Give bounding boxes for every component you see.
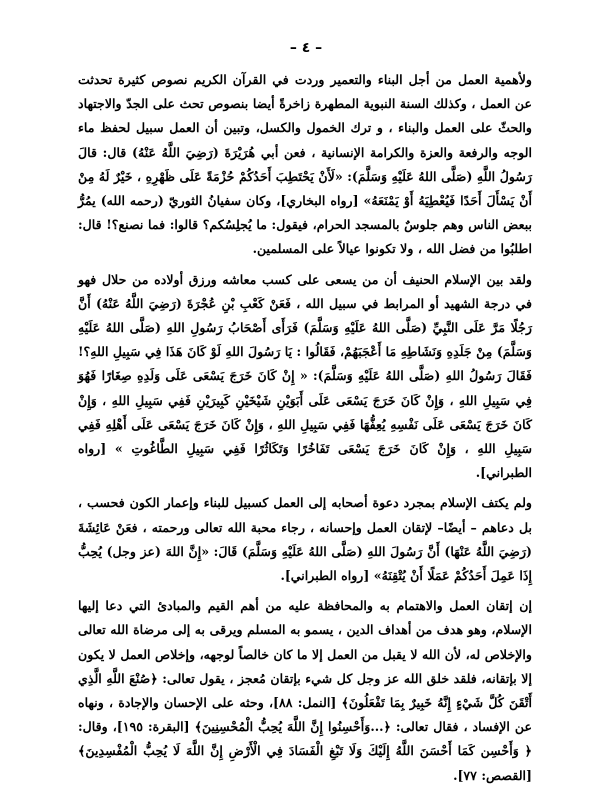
paragraph-perfecting-work: ولم يكتف الإسلام بمجرد دعوة أصحابه إلى العمل كسبيل للبناء وإعمار الكون فحسب ، بل دعاهم – أيضًا– لإتقان العمل وإحسانه ، رجاء محبة الله تعالى ورحمته ، فعَنْ عَائِشَةَ (رَضِيَ اللَّهُ عَنْهَا) أَنَّ رَسُولَ اللهِ (صَلَّى اللهُ عَلَيْهِ وَسَلَّمَ) قَالَ: «إِنَّ اللهَ (عز وجل) يُحِبُّ إِذَا عَمِلَ أَحَدُكُمْ عَمَلًا أَنْ يُتْقِنَهُ» [رواه الطبراني]. xyxy=(78,495,532,584)
paragraph-itqan-values: إن إتقان العمل والاهتمام به والمحافظة عليه من أهم القيم والمبادئ التي دعا إليها الإسلام، وهو هدف من أهداف الدين ، يسمو به المسلم ويرقى به إلى مرضاة الله تعالى والإخلاص له، لأن الله لا يقبل من العمل إلا ما كان خالصاً لوجهه، وإخلاص العمل لا يكون إلا بإتقانه، فلقد خلق الله عز وجل كل شيء بإتقان مُعجز ، يقول تعالى: ﴿صُنْعَ اللَّهِ الَّذِي أَتْقَنَ كُلَّ شَيْءٍ إِنَّهُ خَبِيرٌ بِمَا تَفْعَلُونَ﴾ [النمل: ٨٨]، وحثه على الإحسان والإجادة ، ونهاه عن الإفساد ، فقال تعالى: ﴿...وَأَحْسِنُوا إِنَّ اللَّهَ يُحِبُّ الْمُحْسِنِينَ﴾ [البقرة: ١٩٥]، وقال: ﴿ وَأَحْسِن كَمَا أَحْسَنَ اللَّهُ إِلَيْكَ وَلَا تَبْغِ الْفَسَادَ فِي الْأَرْضِ إِنَّ اللَّهَ لَا يُحِبُّ الْمُفْسِدِينَ﴾ [القصص: ٧٧]. xyxy=(78,598,532,783)
paragraph-earning-livelihood: ولقد بين الإسلام الحنيف أن من يسعى على كسب معاشه ورزق أولاده من حلال فهو في درجة الشهيد أو المرابط في سبيل الله ، فَعَنْ كَعْبِ بْنِ عُجْرَةَ (رَضِيَ اللَّهُ عَنْهُ) أَنَّ رَجُلًا مَرَّ عَلَى النَّبِيِّ (صَلَّى اللهُ عَلَيْهِ وَسَلَّمَ) فَرَأَى أَصْحَابُ رَسُولِ اللهِ (صَلَّى اللهُ عَلَيْهِ وَسَلَّمَ) مِنْ جَلَدِهِ وَنَشَاطِهِ مَا أَعْجَبَهُمْ، فَقَالُوا : يَا رَسُولَ اللهِ لَوْ كَانَ هَذَا فِي سَبِيلِ اللهِ؟! فَقَالَ رَسُولُ اللهِ (صَلَّى اللهُ عَلَيْهِ وَسَلَّمَ): « إِنْ كَانَ خَرَجَ يَسْعَى عَلَى وَلَدِهِ صِغَارًا فَهُوَ فِي سَبِيلِ اللهِ ، وَإِنْ كَانَ خَرَجَ يَسْعَى عَلَى أَبَوَيْنِ شَيْخَيْنِ كَبِيرَيْنِ فَفِي سَبِيلِ اللهِ ، وَإِنْ كَانَ خَرَجَ يَسْعَى عَلَى نَفْسِهِ يُعِفُّهَا فَفِي سَبِيلِ اللهِ ، وَإِنْ كَانَ خَرَجَ يَسْعَى عَلَى أَهْلِهِ فَفِي سَبِيلِ اللهِ ، وَإِنْ كَانَ خَرَجَ يَسْعَى تَفَاخُرًا وَتَكَاثُرًا فَفِي سَبِيلِ الطَّاغُوتِ » [رواه الطبراني]. xyxy=(78,271,532,481)
body-text xyxy=(78,68,532,794)
page-number: – ٤ – xyxy=(289,40,323,56)
paragraph-work-importance: ولأهمية العمل من أجل البناء والتعمير وردت في القرآن الكريم نصوص كثيرة تحدثت عن العمل ، وكذلك السنة النبوية المطهرة زاخرةً أيضا بنصوص تحث على الجدّ والاجتهاد والحثّ على العمل والبناء ، و ترك الخمول والكسل، وتبين أن العمل سبيل لحفظ ماء الوجه والرفعة والعزة والكرامة الإنسانية ، فعن أبي هُرَيْرَةَ (رَضِيَ اللَّهُ عَنْهُ) قال: قالَ رَسُولُ اللَّهِ (صَلَّى اللهُ عَلَيْهِ وَسَلَّمَ): «لَأَنْ يَحْتَطِبَ أَحَدُكُمْ حُزْمَةً عَلَى ظَهْرِهِ ، خَيْرٌ لَهُ مِنْ أَنْ يَسْأَلَ أَحَدًا فَيُعْطِيَهُ أَوْ يَمْنَعَهُ» [رواه البخاري]، وكان سفيانُ الثوريّ (رحمه الله) يمُرُّ ببعض الناس وهم جلوسٌ بالمسجد الحرام، فيقول: ما يُجلِسُكم؟ قالوا: فما نصنع؟! قال: اطلبُوا من فضل الله ، ولا تكونوا عيالاً على المسلمين. xyxy=(78,72,532,257)
